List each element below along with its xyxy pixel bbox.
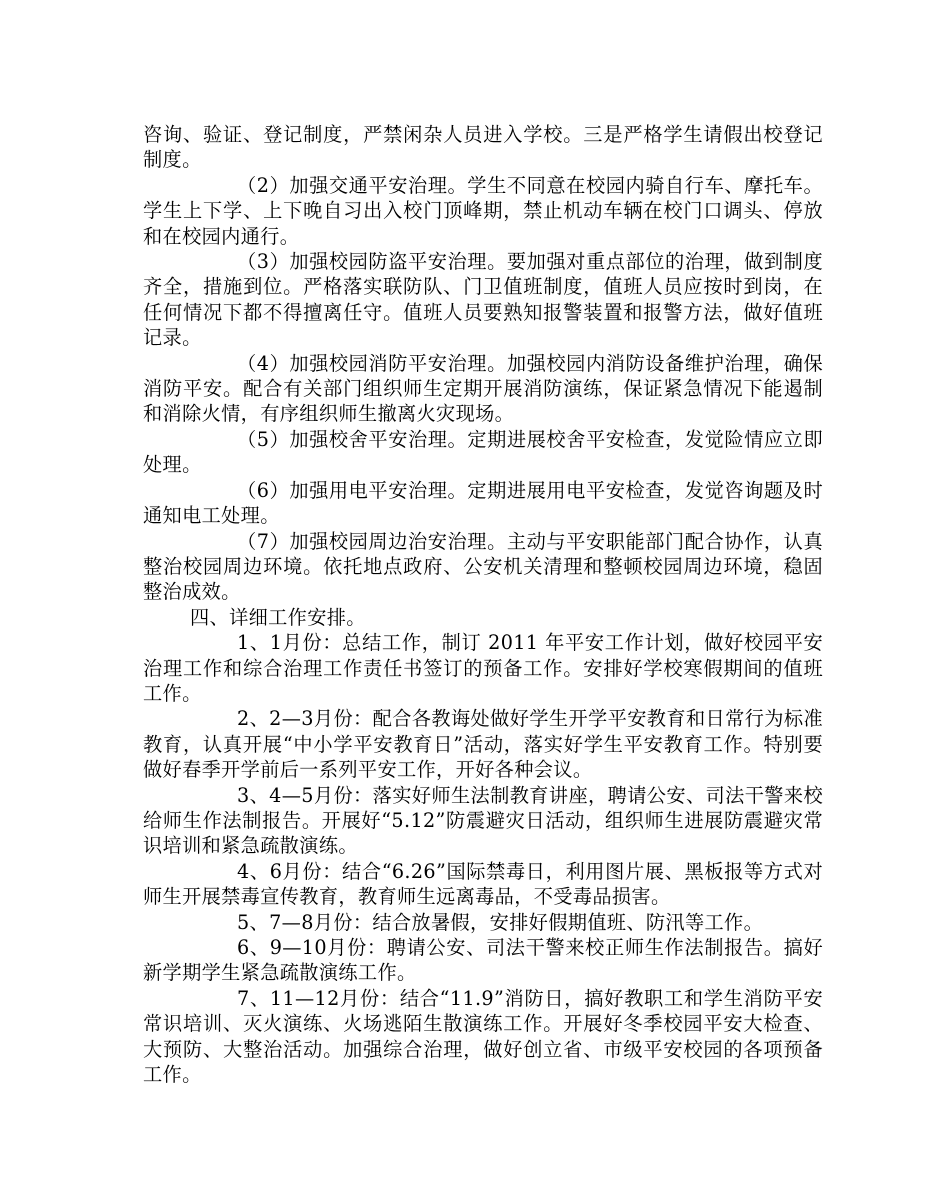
schedule-item-june: 4、6月份：结合“6.26”国际禁毒日，利用图片展、黑板报等方式对师生开展禁毒宣传教育，教育师生远离毒品，不受毒品损害。 xyxy=(143,859,823,909)
paragraph-electrical-safety: （6）加强用电平安治理。定期进展用电平安检查，发觉咨询题及时通知电工处理。 xyxy=(143,478,823,528)
paragraph-surroundings-security: （7）加强校园周边治安治理。主动与平安职能部门配合协作，认真整治校园周边环境。依托地点政府、公安机关清理和整顿校园周边环境，稳固整治成效。 xyxy=(143,529,823,604)
paragraph-traffic-safety: （2）加强交通平安治理。学生不同意在校园内骑自行车、摩托车。学生上下学、上下晚自习出入校门顶峰期，禁止机动车辆在校门口调头、停放和在校园内通行。 xyxy=(143,173,823,248)
document-body xyxy=(143,122,823,1087)
schedule-item-april-may: 3、4—5月份：落实好师生法制教育讲座，聘请公安、司法干警来校给师生作法制报告。开展好“5.12”防震避灾日活动，组织师生进展防震避灾常识培训和紧急疏散演练。 xyxy=(143,783,823,858)
schedule-item-february-march: 2、2—3月份：配合各教诲处做好学生开学平安教育和日常行为标准教育，认真开展“中小学平安教育日”活动，落实好学生平安教育工作。特别要做好春季开学前后一系列平安工作，开好各种会议。 xyxy=(143,707,823,782)
paragraph-theft-prevention: （3）加强校园防盗平安治理。要加强对重点部位的治理，做到制度齐全，措施到位。严格落实联防队、门卫值班制度，值班人员应按时到岗，在任何情况下都不得擅离任守。值班人员要熟知报警装置和报警方法，做好值班记录。 xyxy=(143,250,823,350)
schedule-item-november-december: 7、11—12月份：结合“11.9”消防日，搞好教职工和学生消防平安常识培训、灭火演练、火场逃陌生散演练工作。开展好冬季校园平安大检查、大预防、大整治活动。加强综合治理，做好创立省、市级平安校园的各项预备工作。 xyxy=(143,986,823,1087)
schedule-item-july-august: 5、7—8月份：结合放暑假，安排好假期值班、防汛等工作。 xyxy=(237,910,764,934)
schedule-item-january: 1、1月份：总结工作，制订 2011 年平安工作计划，做好校园平安治理工作和综合治理工作责任书签订的预备工作。安排好学校寒假期间的值班工作。 xyxy=(143,631,823,705)
paragraph-visitor-registration: 咨询、验证、登记制度，严禁闲杂人员进入学校。三是严格学生请假出校登记制度。 xyxy=(143,123,823,172)
schedule-item-september-october: 6、9—10月份：聘请公安、司法干警来校正师生作法制报告。搞好新学期学生紧急疏散演练工作。 xyxy=(143,936,823,985)
section-heading-work-schedule: 四、详细工作安排。 xyxy=(190,605,366,629)
paragraph-fire-safety: （4）加强校园消防平安治理。加强校园内消防设备维护治理，确保消防平安。配合有关部门组织师生定期开展消防演练，保证紧急情况下能遏制和消除火情，有序组织师生撤离火灾现场。 xyxy=(143,351,823,426)
paragraph-building-safety: （5）加强校舍平安治理。定期进展校舍平安检查，发觉险情应立即处理。 xyxy=(143,427,823,477)
